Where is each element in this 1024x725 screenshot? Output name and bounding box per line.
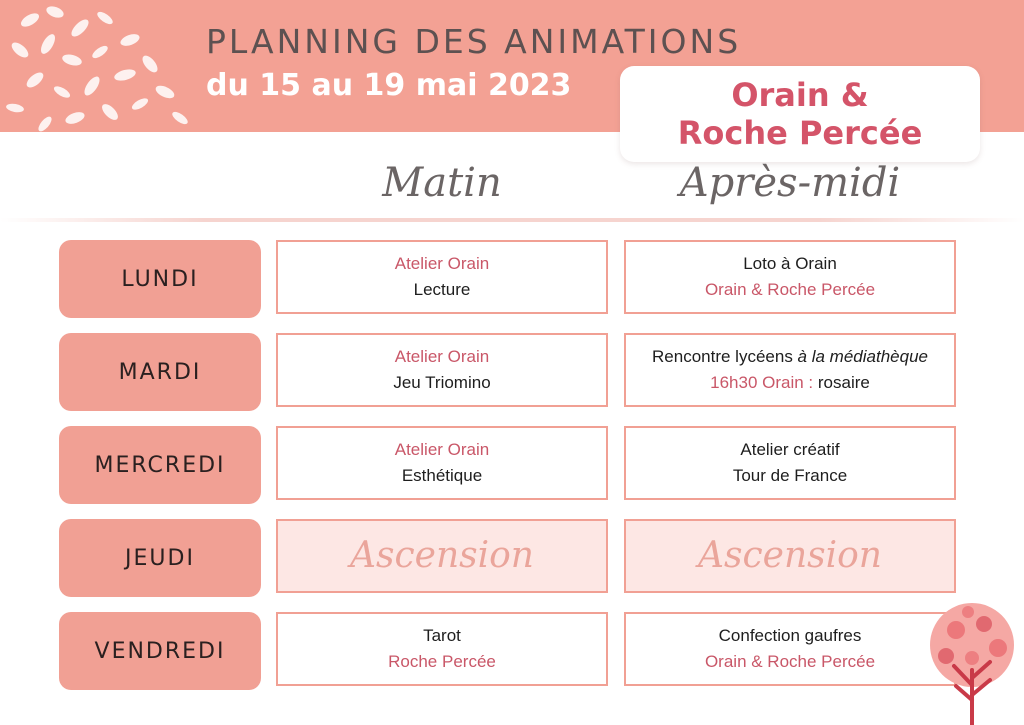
holiday-text: Ascension (350, 535, 534, 576)
date-range: du 15 au 19 mai 2023 (206, 68, 572, 103)
column-header-matin: Matin (382, 160, 502, 206)
cell-mercredi-apres-midi (624, 426, 956, 500)
cell-lundi-apres-midi (624, 240, 956, 314)
column-header-apres-midi: Après-midi (679, 160, 901, 206)
activity-text: Orain & Roche Percée (704, 652, 876, 671)
activity-time: 16h30 Orain : (710, 373, 818, 392)
cell-vendredi-matin (276, 612, 608, 686)
activity-text: Tarot (423, 626, 461, 645)
activity-text: Orain & Roche Percée (704, 280, 876, 299)
activity-text: Atelier Orain (394, 254, 490, 273)
tree-illustration (920, 600, 1024, 725)
location-line-2: Roche Percée (677, 114, 923, 152)
divider (0, 218, 1024, 222)
activity-text: Confection gaufres (718, 626, 862, 645)
cell-mercredi-matin (276, 426, 608, 500)
activity-text: Tour de France (732, 466, 848, 485)
cell-mardi-matin (276, 333, 608, 407)
activity-text: Lecture (413, 280, 471, 299)
activity-text: rosaire (817, 373, 870, 392)
cell-jeudi-apres-midi (624, 519, 956, 593)
holiday-text: Ascension (698, 535, 882, 576)
day-label-vendredi: VENDREDI (59, 612, 261, 690)
day-label-lundi: LUNDI (59, 240, 261, 318)
activity-text: Atelier créatif (740, 440, 840, 459)
cell-lundi-matin (276, 240, 608, 314)
activity-place: à la médiathèque (797, 347, 928, 366)
activity-text: Atelier Orain (394, 440, 490, 459)
cell-jeudi-matin (276, 519, 608, 593)
leaf-cluster-decoration (0, 0, 200, 132)
activity-text: Roche Percée (388, 652, 496, 671)
cell-mardi-apres-midi (624, 333, 956, 407)
day-label-mercredi: MERCREDI (59, 426, 261, 504)
activity-line (710, 370, 870, 396)
location-card (620, 66, 980, 162)
cell-vendredi-apres-midi (624, 612, 956, 686)
activity-text: Esthétique (401, 466, 483, 485)
day-label-jeudi: JEUDI (59, 519, 261, 597)
location-line-1: Orain & (731, 76, 869, 114)
activity-line (652, 344, 928, 370)
activity-text: Jeu Triomino (393, 373, 491, 392)
day-label-mardi: MARDI (59, 333, 261, 411)
page-title: PLANNING DES ANIMATIONS (206, 22, 742, 61)
activity-text: Loto à Orain (743, 254, 837, 273)
activity-text: Rencontre lycéens (652, 347, 798, 366)
activity-text: Atelier Orain (394, 347, 490, 366)
